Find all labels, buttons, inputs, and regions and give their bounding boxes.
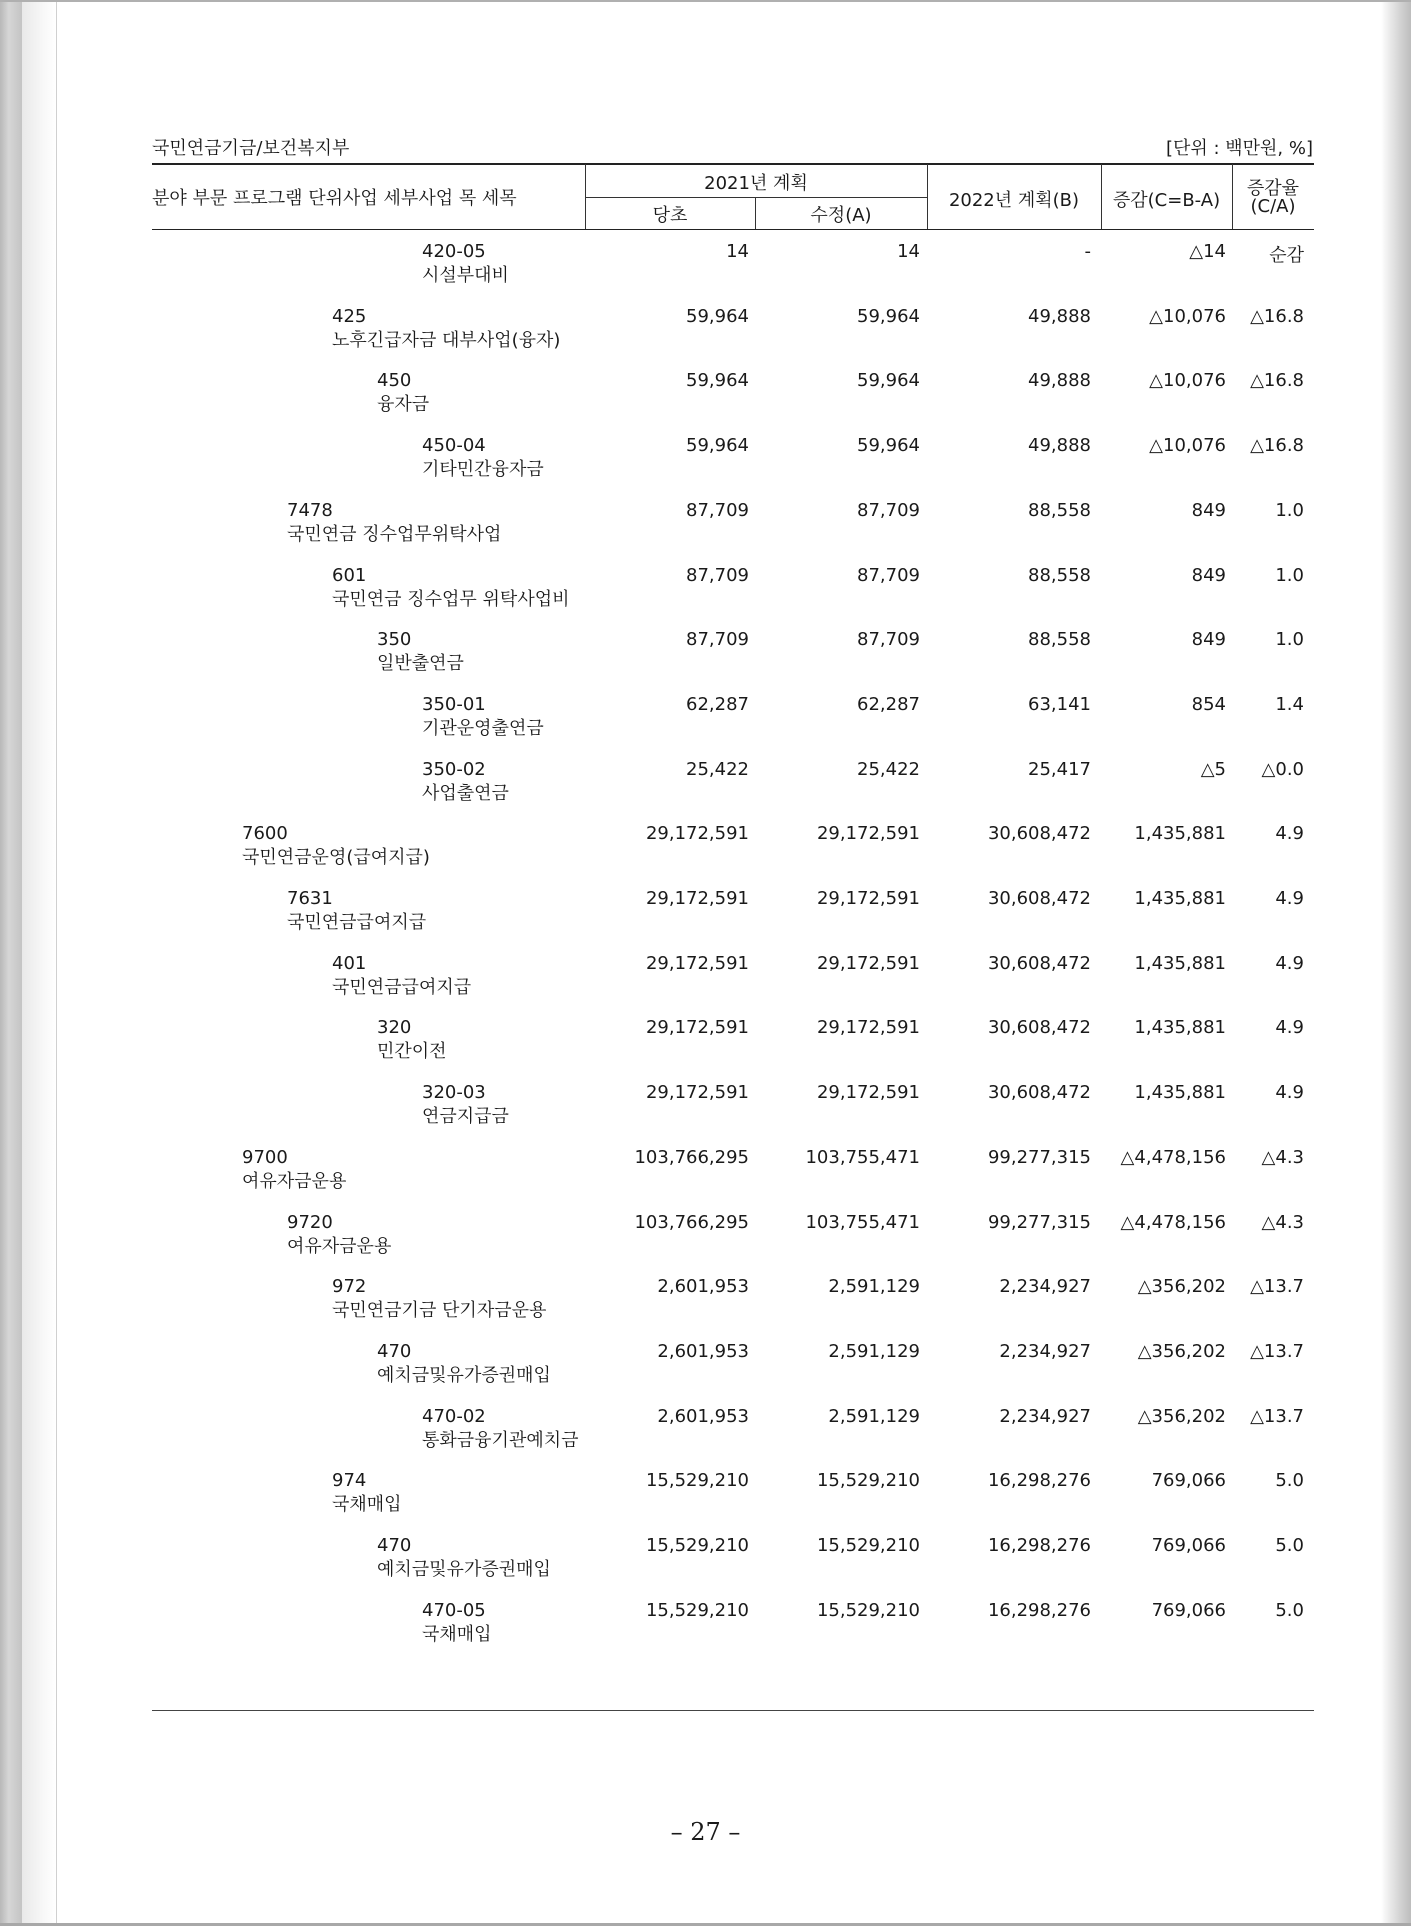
row-revised-2021: 29,172,591: [816, 1017, 920, 1038]
row-plan-2022: 30,608,472: [987, 823, 1091, 844]
page-frame-top: [0, 0, 1411, 2]
row-code: 974: [332, 1470, 367, 1491]
row-rate: △0.0: [1261, 759, 1304, 780]
table-row: [0, 435, 1411, 495]
row-original-2021: 87,709: [686, 500, 749, 521]
row-plan-2022: 30,608,472: [987, 1082, 1091, 1103]
row-name: 여유자금운용: [242, 1171, 347, 1192]
row-original-2021: 59,964: [686, 306, 749, 327]
row-code: 470: [377, 1341, 412, 1362]
row-change: △4,478,156: [1120, 1147, 1226, 1168]
row-plan-2022: 88,558: [1028, 629, 1091, 650]
table-header-rule: [152, 229, 1314, 230]
row-plan-2022: 16,298,276: [987, 1470, 1091, 1491]
row-original-2021: 15,529,210: [645, 1600, 749, 1621]
row-original-2021: 29,172,591: [645, 823, 749, 844]
row-code: 470-02: [422, 1406, 486, 1427]
row-rate: △16.8: [1250, 370, 1304, 391]
row-revised-2021: 103,755,471: [805, 1212, 920, 1233]
row-name: 기타민간융자금: [422, 459, 544, 480]
row-name: 일반출연금: [377, 653, 464, 674]
table-row: [0, 565, 1411, 625]
row-change: 1,435,881: [1134, 888, 1226, 909]
header-category: 분야 부문 프로그램 단위사업 세부사업 목 세목: [152, 188, 517, 209]
row-rate: 5.0: [1275, 1535, 1304, 1556]
row-name: 노후긴급자금 대부사업(융자): [332, 330, 561, 351]
row-revised-2021: 62,287: [857, 694, 920, 715]
row-change: 769,066: [1151, 1470, 1226, 1491]
table-row: [0, 1535, 1411, 1595]
row-original-2021: 103,766,295: [634, 1147, 749, 1168]
row-plan-2022: 49,888: [1028, 306, 1091, 327]
row-revised-2021: 59,964: [857, 370, 920, 391]
row-name: 국민연금급여지급: [287, 912, 427, 933]
row-original-2021: 87,709: [686, 565, 749, 586]
table-row: [0, 629, 1411, 689]
table-row: [0, 1017, 1411, 1077]
row-rate: △13.7: [1250, 1276, 1304, 1297]
row-change: △4,478,156: [1120, 1212, 1226, 1233]
row-change: △356,202: [1137, 1341, 1226, 1362]
row-original-2021: 29,172,591: [645, 888, 749, 909]
row-rate: △4.3: [1261, 1212, 1304, 1233]
row-rate: 4.9: [1275, 1082, 1304, 1103]
row-plan-2022: 30,608,472: [987, 953, 1091, 974]
row-revised-2021: 103,755,471: [805, 1147, 920, 1168]
row-change: △10,076: [1149, 370, 1226, 391]
row-rate: 4.9: [1275, 1017, 1304, 1038]
row-code: 350-02: [422, 759, 486, 780]
row-name: 국민연금기금 단기자금운용: [332, 1300, 547, 1321]
row-change: 769,066: [1151, 1600, 1226, 1621]
table-row: [0, 1147, 1411, 1207]
row-name: 연금지급금: [422, 1106, 509, 1127]
table-row: [0, 500, 1411, 560]
row-change: △5: [1200, 759, 1226, 780]
row-name: 통화금융기관예치금: [422, 1430, 579, 1451]
table-row: [0, 1406, 1411, 1466]
table-row: [0, 1341, 1411, 1401]
row-change: 849: [1191, 500, 1226, 521]
row-name: 예치금및유가증권매입: [377, 1365, 551, 1386]
row-revised-2021: 15,529,210: [816, 1535, 920, 1556]
row-code: 7478: [287, 500, 333, 521]
table-row: [0, 1600, 1411, 1660]
row-change: △356,202: [1137, 1276, 1226, 1297]
row-revised-2021: 29,172,591: [816, 823, 920, 844]
row-rate: 4.9: [1275, 953, 1304, 974]
row-name: 국민연금 징수업무위탁사업: [287, 524, 502, 545]
row-revised-2021: 29,172,591: [816, 953, 920, 974]
row-revised-2021: 87,709: [857, 629, 920, 650]
row-plan-2022: 16,298,276: [987, 1535, 1091, 1556]
row-change: △10,076: [1149, 306, 1226, 327]
header-rate-line2: (C/A): [1250, 196, 1296, 217]
row-plan-2022: 88,558: [1028, 565, 1091, 586]
row-change: 769,066: [1151, 1535, 1226, 1556]
row-plan-2022: 49,888: [1028, 370, 1091, 391]
row-original-2021: 25,422: [686, 759, 749, 780]
table-row: [0, 306, 1411, 366]
row-rate: △16.8: [1250, 306, 1304, 327]
row-code: 9720: [287, 1212, 333, 1233]
row-original-2021: 29,172,591: [645, 1082, 749, 1103]
row-rate: 4.9: [1275, 888, 1304, 909]
row-code: 350: [377, 629, 412, 650]
row-name: 국민연금 징수업무 위탁사업비: [332, 589, 570, 610]
row-plan-2022: 2,234,927: [999, 1406, 1091, 1427]
table-row: [0, 1212, 1411, 1272]
row-original-2021: 2,601,953: [657, 1406, 749, 1427]
row-rate: 1.4: [1275, 694, 1304, 715]
row-revised-2021: 2,591,129: [828, 1406, 920, 1427]
page-number: – 27 –: [670, 1818, 741, 1846]
table-top-rule: [152, 163, 1314, 165]
row-plan-2022: 2,234,927: [999, 1341, 1091, 1362]
row-original-2021: 29,172,591: [645, 953, 749, 974]
row-code: 601: [332, 565, 367, 586]
row-plan-2022: 30,608,472: [987, 1017, 1091, 1038]
row-rate: 5.0: [1275, 1600, 1304, 1621]
row-code: 7600: [242, 823, 288, 844]
row-plan-2022: 2,234,927: [999, 1276, 1091, 1297]
row-original-2021: 59,964: [686, 370, 749, 391]
header-original: 당초: [652, 205, 688, 226]
row-original-2021: 59,964: [686, 435, 749, 456]
row-name: 여유자금운용: [287, 1236, 392, 1257]
row-change: △10,076: [1149, 435, 1226, 456]
row-rate: △16.8: [1250, 435, 1304, 456]
row-change: △14: [1189, 241, 1226, 262]
table-row: [0, 1276, 1411, 1336]
row-name: 민간이전: [377, 1041, 447, 1062]
row-original-2021: 87,709: [686, 629, 749, 650]
row-original-2021: 2,601,953: [657, 1276, 749, 1297]
header-change: 증감(C=B-A): [1112, 190, 1221, 211]
row-plan-2022: 30,608,472: [987, 888, 1091, 909]
row-original-2021: 15,529,210: [645, 1470, 749, 1491]
row-name: 기관운영출연금: [422, 718, 544, 739]
row-revised-2021: 25,422: [857, 759, 920, 780]
row-change: 849: [1191, 565, 1226, 586]
table-row: [0, 370, 1411, 430]
row-plan-2022: 88,558: [1028, 500, 1091, 521]
row-change: △356,202: [1137, 1406, 1226, 1427]
row-rate: 1.0: [1275, 500, 1304, 521]
row-code: 425: [332, 306, 367, 327]
table-row: [0, 1470, 1411, 1530]
row-change: 854: [1191, 694, 1226, 715]
row-original-2021: 29,172,591: [645, 1017, 749, 1038]
row-plan-2022: 16,298,276: [987, 1600, 1091, 1621]
row-name: 시설부대비: [422, 265, 509, 286]
table-bottom-rule: [152, 1710, 1314, 1711]
row-change: 1,435,881: [1134, 1082, 1226, 1103]
table-row: [0, 1082, 1411, 1142]
row-plan-2022: 63,141: [1028, 694, 1091, 715]
row-revised-2021: 59,964: [857, 306, 920, 327]
row-original-2021: 103,766,295: [634, 1212, 749, 1233]
header-plan-2021: 2021년 계획: [704, 173, 808, 194]
row-revised-2021: 15,529,210: [816, 1600, 920, 1621]
header-revised: 수정(A): [810, 205, 872, 226]
row-revised-2021: 29,172,591: [816, 1082, 920, 1103]
row-plan-2022: -: [1084, 241, 1091, 262]
row-revised-2021: 2,591,129: [828, 1341, 920, 1362]
row-code: 401: [332, 953, 367, 974]
row-revised-2021: 2,591,129: [828, 1276, 920, 1297]
row-name: 융자금: [377, 394, 430, 415]
row-name: 사업출연금: [422, 783, 509, 804]
row-original-2021: 2,601,953: [657, 1341, 749, 1362]
row-rate: 순감: [1269, 245, 1304, 266]
row-code: 320: [377, 1017, 412, 1038]
row-revised-2021: 87,709: [857, 565, 920, 586]
row-code: 7631: [287, 888, 333, 909]
row-code: 470-05: [422, 1600, 486, 1621]
row-plan-2022: 25,417: [1028, 759, 1091, 780]
row-rate: △4.3: [1261, 1147, 1304, 1168]
row-plan-2022: 99,277,315: [987, 1147, 1091, 1168]
row-revised-2021: 29,172,591: [816, 888, 920, 909]
header-sub-rule: [585, 197, 927, 198]
row-rate: 1.0: [1275, 565, 1304, 586]
table-row: [0, 823, 1411, 883]
row-name: 국민연금운영(급여지급): [242, 847, 430, 868]
row-change: 849: [1191, 629, 1226, 650]
header-rate-line1: 증감율: [1246, 178, 1300, 199]
row-name: 국민연금급여지급: [332, 977, 472, 998]
row-rate: △13.7: [1250, 1406, 1304, 1427]
table-row: [0, 694, 1411, 754]
row-revised-2021: 15,529,210: [816, 1470, 920, 1491]
row-code: 320-03: [422, 1082, 486, 1103]
row-code: 450: [377, 370, 412, 391]
row-name: 국채매입: [422, 1624, 492, 1645]
row-name: 국채매입: [332, 1494, 402, 1515]
row-code: 9700: [242, 1147, 288, 1168]
row-code: 972: [332, 1276, 367, 1297]
row-code: 470: [377, 1535, 412, 1556]
row-original-2021: 62,287: [686, 694, 749, 715]
row-revised-2021: 14: [897, 241, 920, 262]
document-fund-title: 국민연금기금/보건복지부: [152, 138, 350, 159]
row-rate: 5.0: [1275, 1470, 1304, 1491]
row-change: 1,435,881: [1134, 953, 1226, 974]
table-row: [0, 953, 1411, 1013]
row-original-2021: 14: [726, 241, 749, 262]
row-revised-2021: 87,709: [857, 500, 920, 521]
row-plan-2022: 49,888: [1028, 435, 1091, 456]
row-change: 1,435,881: [1134, 1017, 1226, 1038]
row-rate: △13.7: [1250, 1341, 1304, 1362]
row-revised-2021: 59,964: [857, 435, 920, 456]
row-rate: 1.0: [1275, 629, 1304, 650]
row-code: 450-04: [422, 435, 486, 456]
header-plan-2022: 2022년 계획(B): [948, 190, 1080, 211]
unit-label: [단위 : 백만원, %]: [1165, 138, 1313, 159]
table-row: [0, 759, 1411, 819]
row-plan-2022: 99,277,315: [987, 1212, 1091, 1233]
row-code: 420-05: [422, 241, 486, 262]
row-rate: 4.9: [1275, 823, 1304, 844]
table-row: [0, 888, 1411, 948]
row-change: 1,435,881: [1134, 823, 1226, 844]
table-row: [0, 241, 1411, 301]
row-name: 예치금및유가증권매입: [377, 1559, 551, 1580]
row-original-2021: 15,529,210: [645, 1535, 749, 1556]
row-code: 350-01: [422, 694, 486, 715]
